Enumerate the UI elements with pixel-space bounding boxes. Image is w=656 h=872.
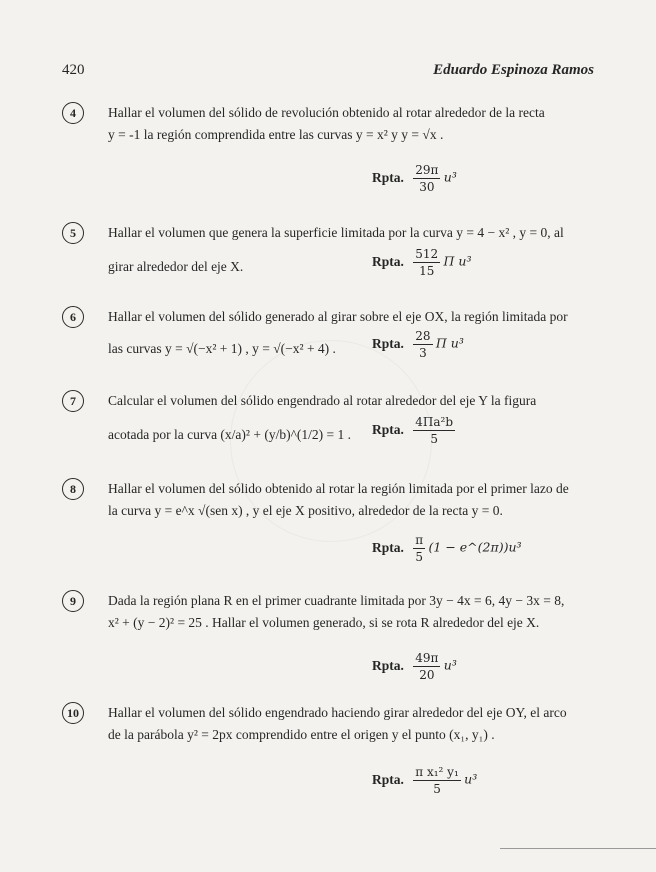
statement-line: girar alrededor del eje X.: [108, 259, 244, 274]
statement-line: de la parábola y² = 2px comprendido entre el origen y el punto (x₁, y₁) .: [108, 727, 495, 742]
problem-number-badge: 6: [62, 306, 84, 328]
problem-8: [62, 478, 602, 578]
answer-label: Rpta.: [372, 421, 404, 437]
statement-line: las curvas y = √(−x² + 1) , y = √(−x² + 4) .: [108, 341, 336, 356]
problem-number-badge: 8: [62, 478, 84, 500]
problem-7: [62, 390, 602, 460]
fraction-denominator: 5: [430, 432, 438, 446]
answer: [372, 328, 464, 361]
problem-number-badge: 9: [62, 590, 84, 612]
footer-rule: [500, 848, 656, 849]
answer-unit: Π u³: [443, 253, 472, 269]
answer-unit: Π u³: [435, 335, 464, 351]
problem-statement: [108, 102, 602, 146]
answer-fraction: [413, 414, 455, 447]
answer: [372, 162, 457, 195]
answer-label: Rpta.: [372, 771, 404, 787]
fraction-denominator: 30: [419, 180, 435, 194]
problem-statement: [108, 306, 602, 360]
answer-label: Rpta.: [372, 335, 404, 351]
fraction-denominator: 15: [419, 264, 435, 278]
answer-fraction: [413, 246, 440, 279]
answer-fraction: [413, 650, 440, 683]
problem-statement: [108, 222, 602, 278]
statement-line: y = -1 la región comprendida entre las curvas y = x² y y = √x .: [108, 127, 444, 142]
statement-line: x² + (y − 2)² = 25 . Hallar el volumen generado, si se rota R alrededor del eje X.: [108, 615, 540, 630]
statement-line: acotada por la curva (x/a)² + (y/b)^(1/2) = 1 .: [108, 427, 352, 442]
fraction-denominator: 5: [433, 782, 441, 796]
answer-fraction: [413, 162, 440, 195]
statement-line: Hallar el volumen del sólido obtenido al rotar la región limitada por el primer lazo de: [108, 481, 569, 496]
fraction-numerator: 28: [415, 329, 431, 343]
statement-line: Dada la región plana R en el primer cuadrante limitada por 3y − 4x = 6, 4y − 3x = 8,: [108, 593, 565, 608]
answer: [372, 414, 455, 447]
problem-statement: [108, 478, 602, 522]
answer-fraction: [413, 764, 461, 797]
answer-unit: u³: [464, 771, 478, 787]
answer-unit: u³: [443, 657, 457, 673]
problem-number-badge: 10: [62, 702, 84, 724]
fraction-denominator: 3: [419, 346, 427, 360]
answer: [372, 764, 477, 797]
problem-9: [62, 590, 602, 690]
problem-statement: [108, 590, 602, 634]
answer-fraction: [413, 328, 432, 361]
fraction-numerator: 49π: [415, 651, 439, 665]
fraction-numerator: 4Πa²b: [415, 415, 454, 429]
problem-statement: [108, 702, 602, 746]
problem-statement: [108, 390, 602, 446]
fraction-denominator: 5: [415, 550, 424, 564]
statement-line: Hallar el volumen del sólido de revolución obtenido al rotar alrededor de la recta: [108, 105, 545, 120]
problem-number-badge: 5: [62, 222, 84, 244]
answer: [372, 246, 471, 279]
fraction-numerator: 29π: [415, 163, 439, 177]
running-head: Eduardo Espinoza Ramos: [433, 62, 594, 78]
fraction-numerator: π x₁² y₁: [415, 765, 459, 779]
answer-label: Rpta.: [372, 253, 404, 269]
answer-unit: u³: [443, 169, 457, 185]
fraction-numerator: 512: [415, 247, 439, 261]
problem-number-badge: 7: [62, 390, 84, 412]
page-number: 420: [62, 62, 85, 78]
statement-line: Hallar el volumen que genera la superficie limitada por la curva y = 4 − x² , y = 0, al: [108, 225, 564, 240]
problem-10: [62, 702, 602, 812]
problem-6: [62, 306, 602, 376]
answer-label: Rpta.: [372, 657, 404, 673]
answer-label: Rpta.: [372, 539, 404, 555]
fraction-numerator: π: [415, 533, 424, 547]
answer-fraction: [413, 532, 425, 565]
statement-line: Hallar el volumen del sólido generado al girar sobre el eje OX, la región limitada por: [108, 309, 568, 324]
problem-number-badge: 4: [62, 102, 84, 124]
answer-unit: (1 − e^(2π))u³: [428, 539, 522, 555]
fraction-denominator: 20: [419, 668, 435, 682]
problem-4: [62, 102, 602, 202]
statement-line: la curva y = e^x √(sen x) , y el eje X positivo, alrededor de la recta y = 0.: [108, 503, 503, 518]
answer: [372, 650, 457, 683]
statement-line: Hallar el volumen del sólido engendrado haciendo girar alrededor del eje OY, el arco: [108, 705, 567, 720]
answer: [372, 532, 522, 565]
statement-line: Calcular el volumen del sólido engendrado al rotar alrededor del eje Y la figura: [108, 393, 537, 408]
answer-label: Rpta.: [372, 169, 404, 185]
problem-5: [62, 222, 602, 292]
